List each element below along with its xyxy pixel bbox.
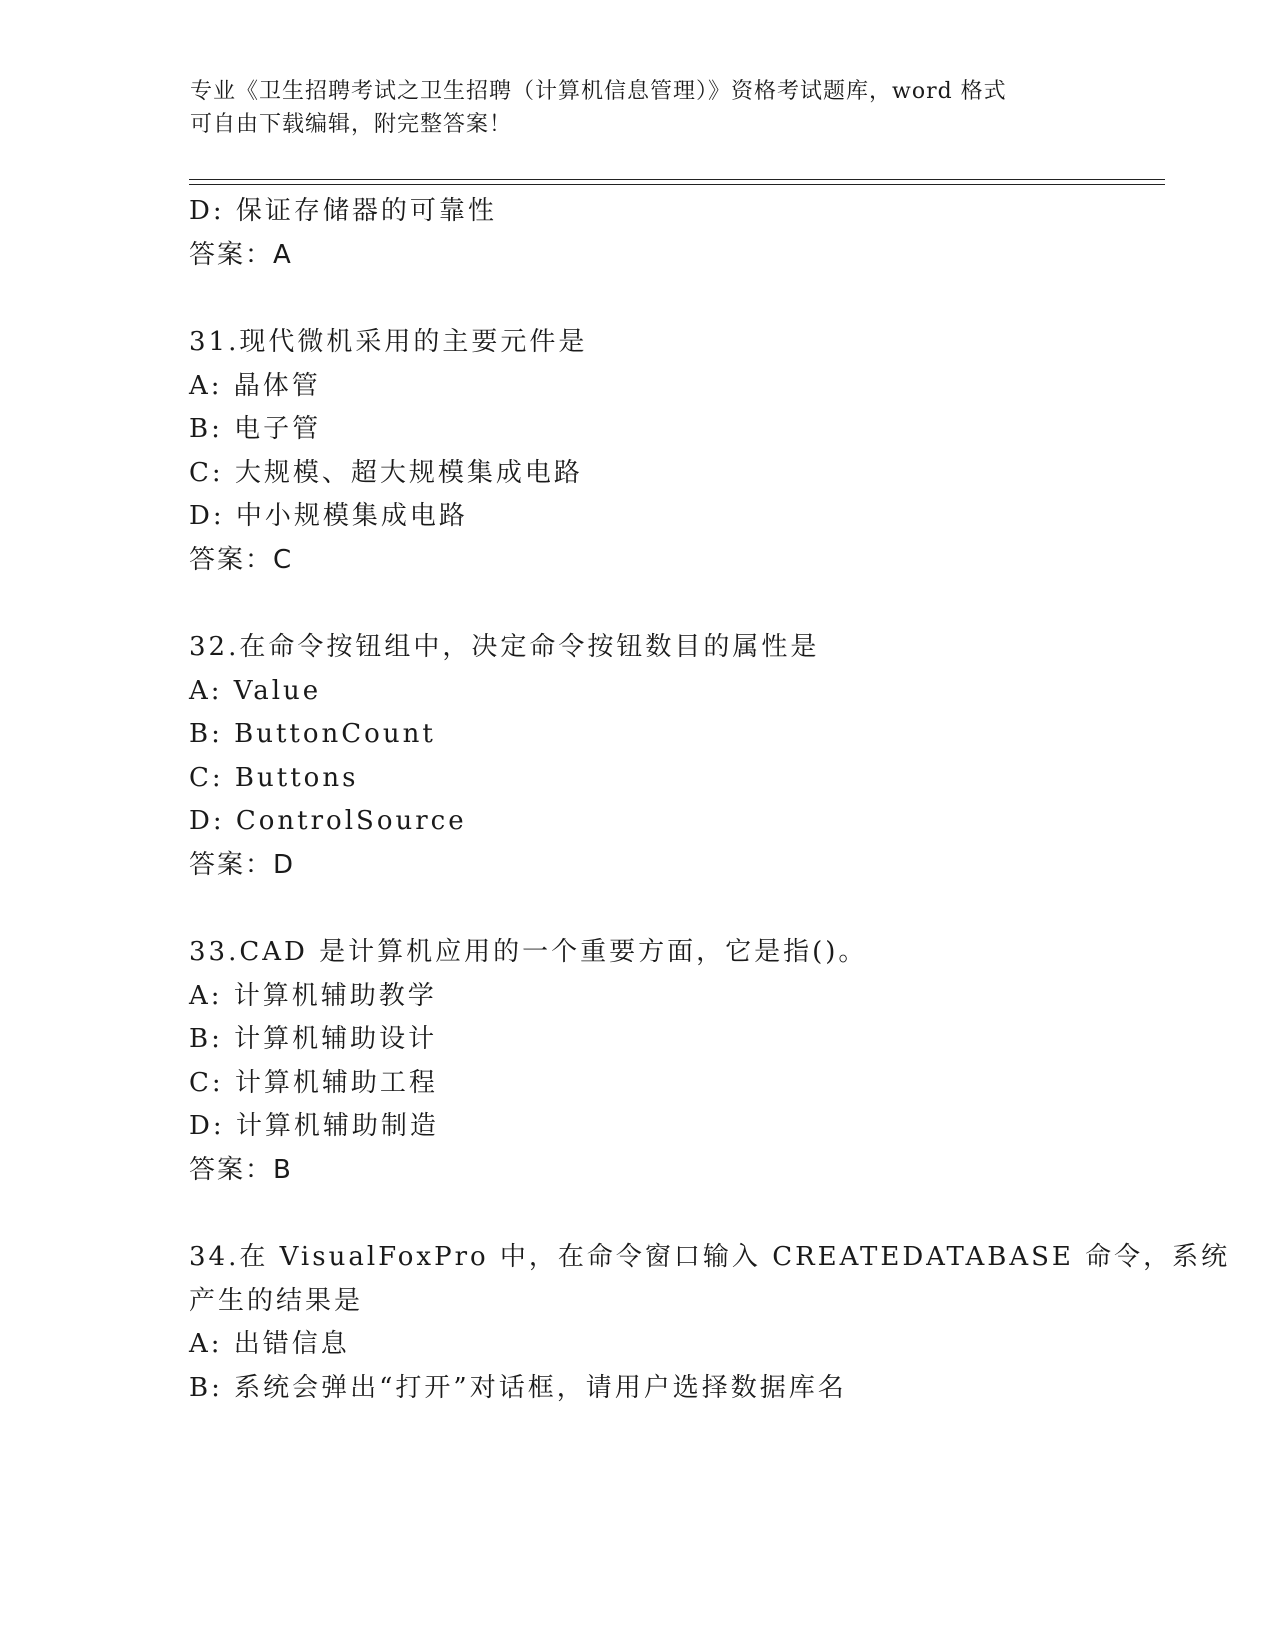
option-b-q33: B: 计算机辅助设计 <box>189 1024 438 1054</box>
answer-q31: 答案：C <box>189 545 294 575</box>
document-header <box>190 75 1090 141</box>
option-c-q32: C: Buttons <box>189 763 359 793</box>
option-a-q32: A: Value <box>189 676 322 706</box>
header-rule-top <box>189 179 1165 180</box>
option-d-q33: D: 计算机辅助制造 <box>189 1111 439 1141</box>
header-line-2: 可自由下载编辑，附完整答案！ <box>190 112 513 137</box>
question-34: 34.在 VisualFoxPro 中，在命令窗口输入 CREATEDATABASE 命令，系统 <box>189 1242 1231 1272</box>
question-32: 32.在命令按钮组中，决定命令按钮数目的属性是 <box>189 632 820 662</box>
question-31: 31.现代微机采用的主要元件是 <box>189 327 588 357</box>
header-line-1: 专业《卫生招聘考试之卫生招聘（计算机信息管理）》资格考试题库，word 格式 <box>190 79 1007 104</box>
answer-q33: 答案：B <box>189 1155 293 1185</box>
option-c-q31: C: 大规模、超大规模集成电路 <box>189 458 583 488</box>
option-a-q34: A: 出错信息 <box>189 1329 350 1359</box>
answer-q30: 答案：A <box>189 240 293 270</box>
option-a-q31: A: 晶体管 <box>189 371 321 401</box>
option-d-q30: D: 保证存储器的可靠性 <box>189 196 497 226</box>
option-c-q33: C: 计算机辅助工程 <box>189 1068 438 1098</box>
header-rule-bottom <box>189 184 1165 185</box>
option-a-q33: A: 计算机辅助教学 <box>189 981 437 1011</box>
option-b-q32: B: ButtonCount <box>189 719 436 749</box>
option-b-q31: B: 电子管 <box>189 414 322 444</box>
question-33: 33.CAD 是计算机应用的一个重要方面，它是指()。 <box>189 937 868 967</box>
question-34-continued: 产生的结果是 <box>189 1286 364 1316</box>
option-b-q34: B: 系统会弹出“打开”对话框，请用户选择数据库名 <box>189 1373 847 1403</box>
option-d-q31: D: 中小规模集成电路 <box>189 501 468 531</box>
option-d-q32: D: ControlSource <box>189 806 467 836</box>
answer-q32: 答案：D <box>189 850 296 880</box>
